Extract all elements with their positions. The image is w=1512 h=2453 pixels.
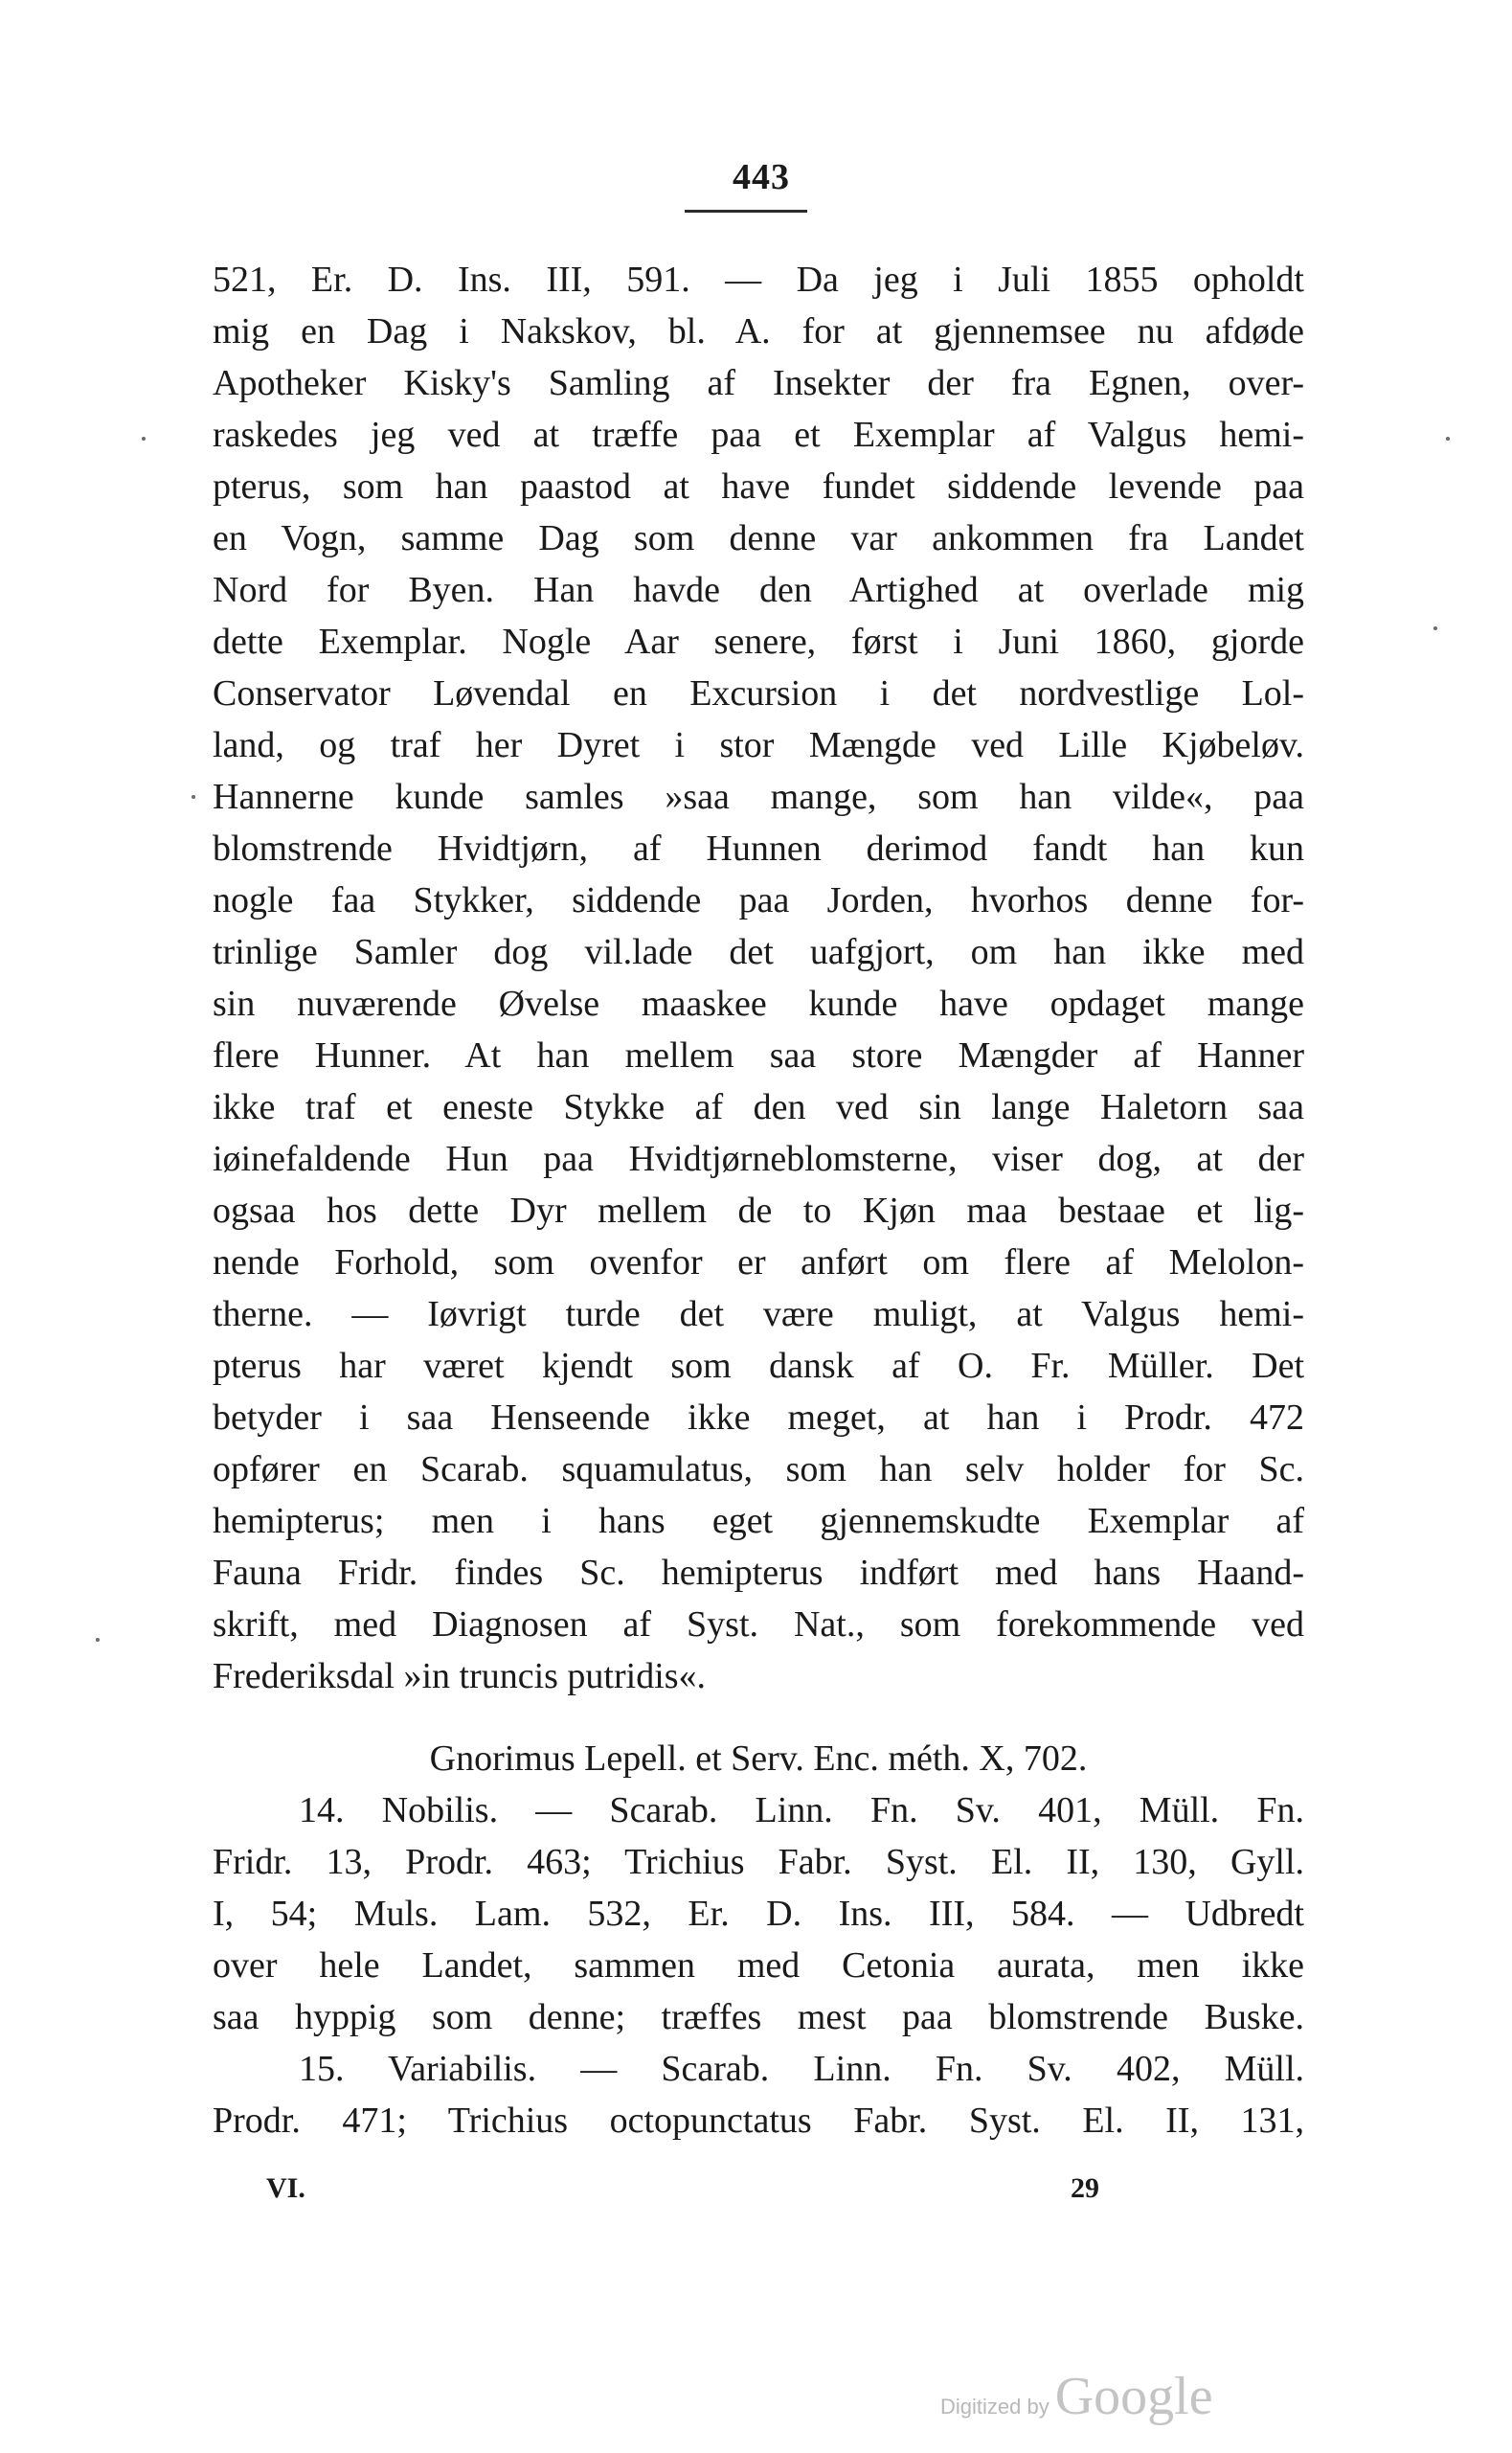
text-line: trinlige Samler dog vil.lade det uafgjort, om han ikke med (213, 932, 1304, 972)
page-number: 443 (733, 157, 790, 197)
text-line: flere Hunner. At han mellem saa store Mængder af Hanner (213, 1035, 1304, 1076)
species-entry-line: saa hyppig som denne; træffes mest paa blomstrende Buske. (213, 1997, 1304, 2037)
paper-speck (192, 795, 195, 799)
text-line: Apotheker Kisky's Samling af Insekter der fra Egnen, over- (213, 363, 1304, 403)
text-line: nogle faa Stykker, siddende paa Jorden, hvorhos denne for- (213, 880, 1304, 920)
text-line: Hannerne kunde samles »saa mange, som han vilde«, paa (213, 777, 1304, 817)
page-number-rule (685, 210, 807, 213)
paper-speck (142, 437, 146, 441)
text-line: land, og traf her Dyret i stor Mængde ved Lille Kjøbeløv. (213, 725, 1304, 765)
text-line: Frederiksdal »in truncis putridis«. (213, 1656, 707, 1696)
body-text (213, 254, 1304, 2146)
text-line: therne. — Iøvrigt turde det være muligt, at Valgus hemi- (213, 1294, 1304, 1334)
text-line: en Vogn, samme Dag som denne var ankommen fra Landet (213, 518, 1304, 558)
paper-speck (1433, 626, 1437, 630)
text-line: sin nuværende Øvelse maaskee kunde have opdaget mange (213, 984, 1304, 1024)
genus-heading: Gnorimus Lepell. et Serv. Enc. méth. X, 702. (429, 1738, 1088, 1779)
text-line: dette Exemplar. Nogle Aar senere, først i Juni 1860, gjorde (213, 622, 1304, 662)
sheet-signature: 29 (1071, 2172, 1099, 2204)
species-entry-line: 15. Variabilis. — Scarab. Linn. Fn. Sv. 402, Müll. (299, 2049, 1304, 2089)
google-logo: Google (1054, 2367, 1213, 2426)
text-line: ikke traf et eneste Stykke af den ved sin lange Haletorn saa (213, 1087, 1304, 1127)
text-line: blomstrende Hvidtjørn, af Hunnen derimod fandt han kun (213, 829, 1304, 869)
text-line: betyder i saa Henseende ikke meget, at han i Prodr. 472 (213, 1397, 1304, 1438)
text-line: mig en Dag i Nakskov, bl. A. for at gjennemsee nu afdøde (213, 311, 1304, 352)
text-line: hemipterus; men i hans eget gjennemskudte Exemplar af (213, 1501, 1304, 1541)
species-entry-line: Fridr. 13, Prodr. 463; Trichius Fabr. Syst. El. II, 130, Gyll. (213, 1842, 1304, 1882)
text-line: pterus, som han paastod at have fundet siddende levende paa (213, 466, 1304, 507)
text-line: nende Forhold, som ovenfor er anført om flere af Melolon- (213, 1242, 1304, 1283)
text-line: Nord for Byen. Han havde den Artighed at overlade mig (213, 570, 1304, 610)
paper-speck (1446, 437, 1450, 441)
text-line: iøinefaldende Hun paa Hvidtjørneblomsterne, viser dog, at der (213, 1139, 1304, 1179)
text-line: Fauna Fridr. findes Sc. hemipterus indført med hans Haand- (213, 1553, 1304, 1593)
volume-mark: VI. (266, 2172, 305, 2204)
species-entry-line: I, 54; Muls. Lam. 532, Er. D. Ins. III, 584. — Udbredt (213, 1894, 1304, 1934)
paper-speck (96, 1638, 100, 1642)
text-line: Conservator Løvendal en Excursion i det nordvestlige Lol- (213, 673, 1304, 714)
footer-signature-line (266, 2172, 1128, 2215)
text-line: opfører en Scarab. squamulatus, som han selv holder for Sc. (213, 1449, 1304, 1489)
text-line: skrift, med Diagnosen af Syst. Nat., som forekommende ved (213, 1604, 1304, 1645)
digitized-watermark (940, 2366, 1266, 2433)
species-entry-line: 14. Nobilis. — Scarab. Linn. Fn. Sv. 401, Müll. Fn. (299, 1790, 1304, 1830)
text-line: ogsaa hos dette Dyr mellem de to Kjøn maa bestaae et lig- (213, 1191, 1304, 1231)
text-line: pterus har været kjendt som dansk af O. Fr. Müller. Det (213, 1346, 1304, 1386)
species-entry-line: Prodr. 471; Trichius octopunctatus Fabr. Syst. El. II, 131, (213, 2101, 1304, 2141)
text-line: raskedes jeg ved at træffe paa et Exemplar af Valgus hemi- (213, 415, 1304, 455)
text-line: 521, Er. D. Ins. III, 591. — Da jeg i Juli 1855 opholdt (213, 260, 1304, 300)
species-entry-line: over hele Landet, sammen med Cetonia aurata, men ikke (213, 1945, 1304, 1986)
digitized-by-label: Digitized by (940, 2395, 1049, 2419)
